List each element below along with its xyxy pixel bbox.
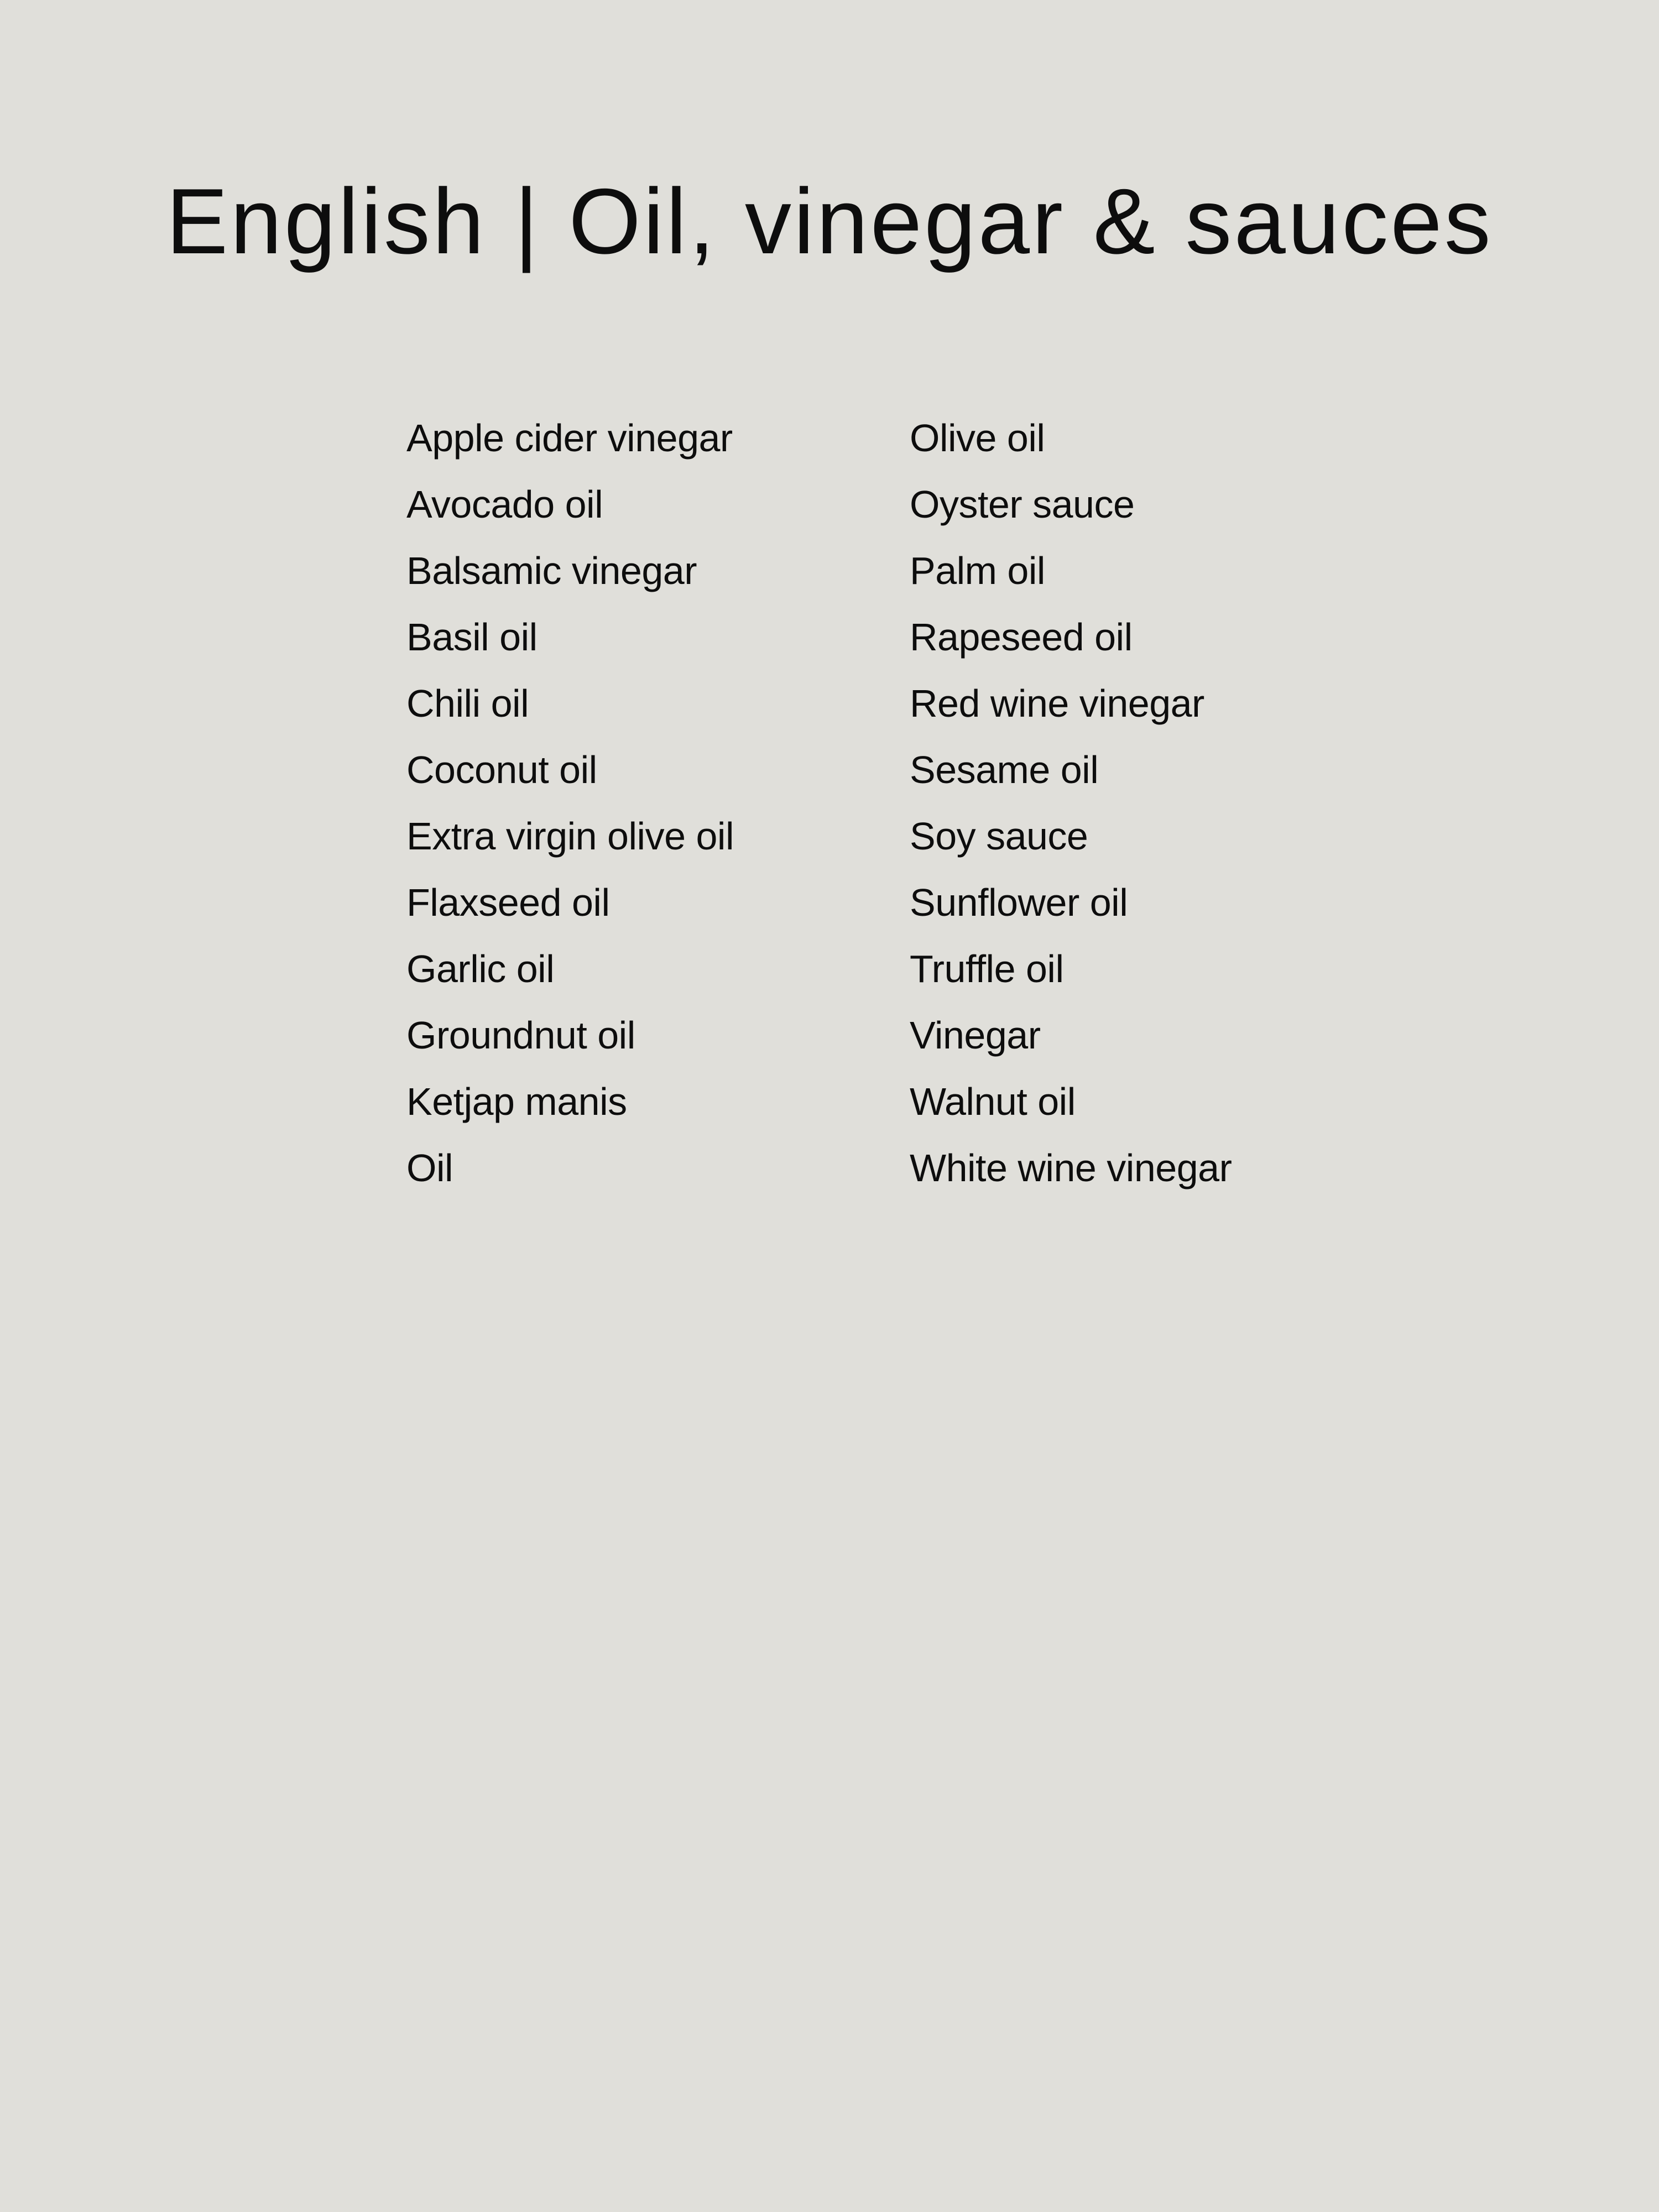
list-item: Ketjap manis (406, 1080, 627, 1123)
list-item: Oil (406, 1146, 453, 1190)
list-item: Oyster sauce (910, 483, 1135, 526)
list-item: Groundnut oil (406, 1014, 635, 1057)
list-item: White wine vinegar (910, 1146, 1232, 1190)
list-item: Rapeseed oil (910, 615, 1133, 659)
list-item: Coconut oil (406, 748, 597, 791)
list-item: Apple cider vinegar (406, 416, 733, 460)
list-item: Balsamic vinegar (406, 549, 697, 592)
list-item: Extra virgin olive oil (406, 815, 734, 858)
list-item: Red wine vinegar (910, 682, 1204, 725)
list-item: Basil oil (406, 615, 538, 659)
list-item: Palm oil (910, 549, 1045, 592)
list-item: Soy sauce (910, 815, 1088, 858)
page-title: English | Oil, vinegar & sauces (166, 169, 1493, 273)
word-list-right-column (910, 410, 1232, 1207)
list-item: Truffle oil (910, 947, 1064, 990)
list-item: Flaxseed oil (406, 881, 610, 924)
list-item: Vinegar (910, 1014, 1041, 1057)
list-item: Sunflower oil (910, 881, 1128, 924)
list-item: Olive oil (910, 416, 1045, 460)
word-list-left-column (406, 410, 734, 1207)
list-item: Garlic oil (406, 947, 555, 990)
list-item: Chili oil (406, 682, 529, 725)
list-item: Sesame oil (910, 748, 1099, 791)
list-item: Avocado oil (406, 483, 603, 526)
list-item: Walnut oil (910, 1080, 1076, 1123)
